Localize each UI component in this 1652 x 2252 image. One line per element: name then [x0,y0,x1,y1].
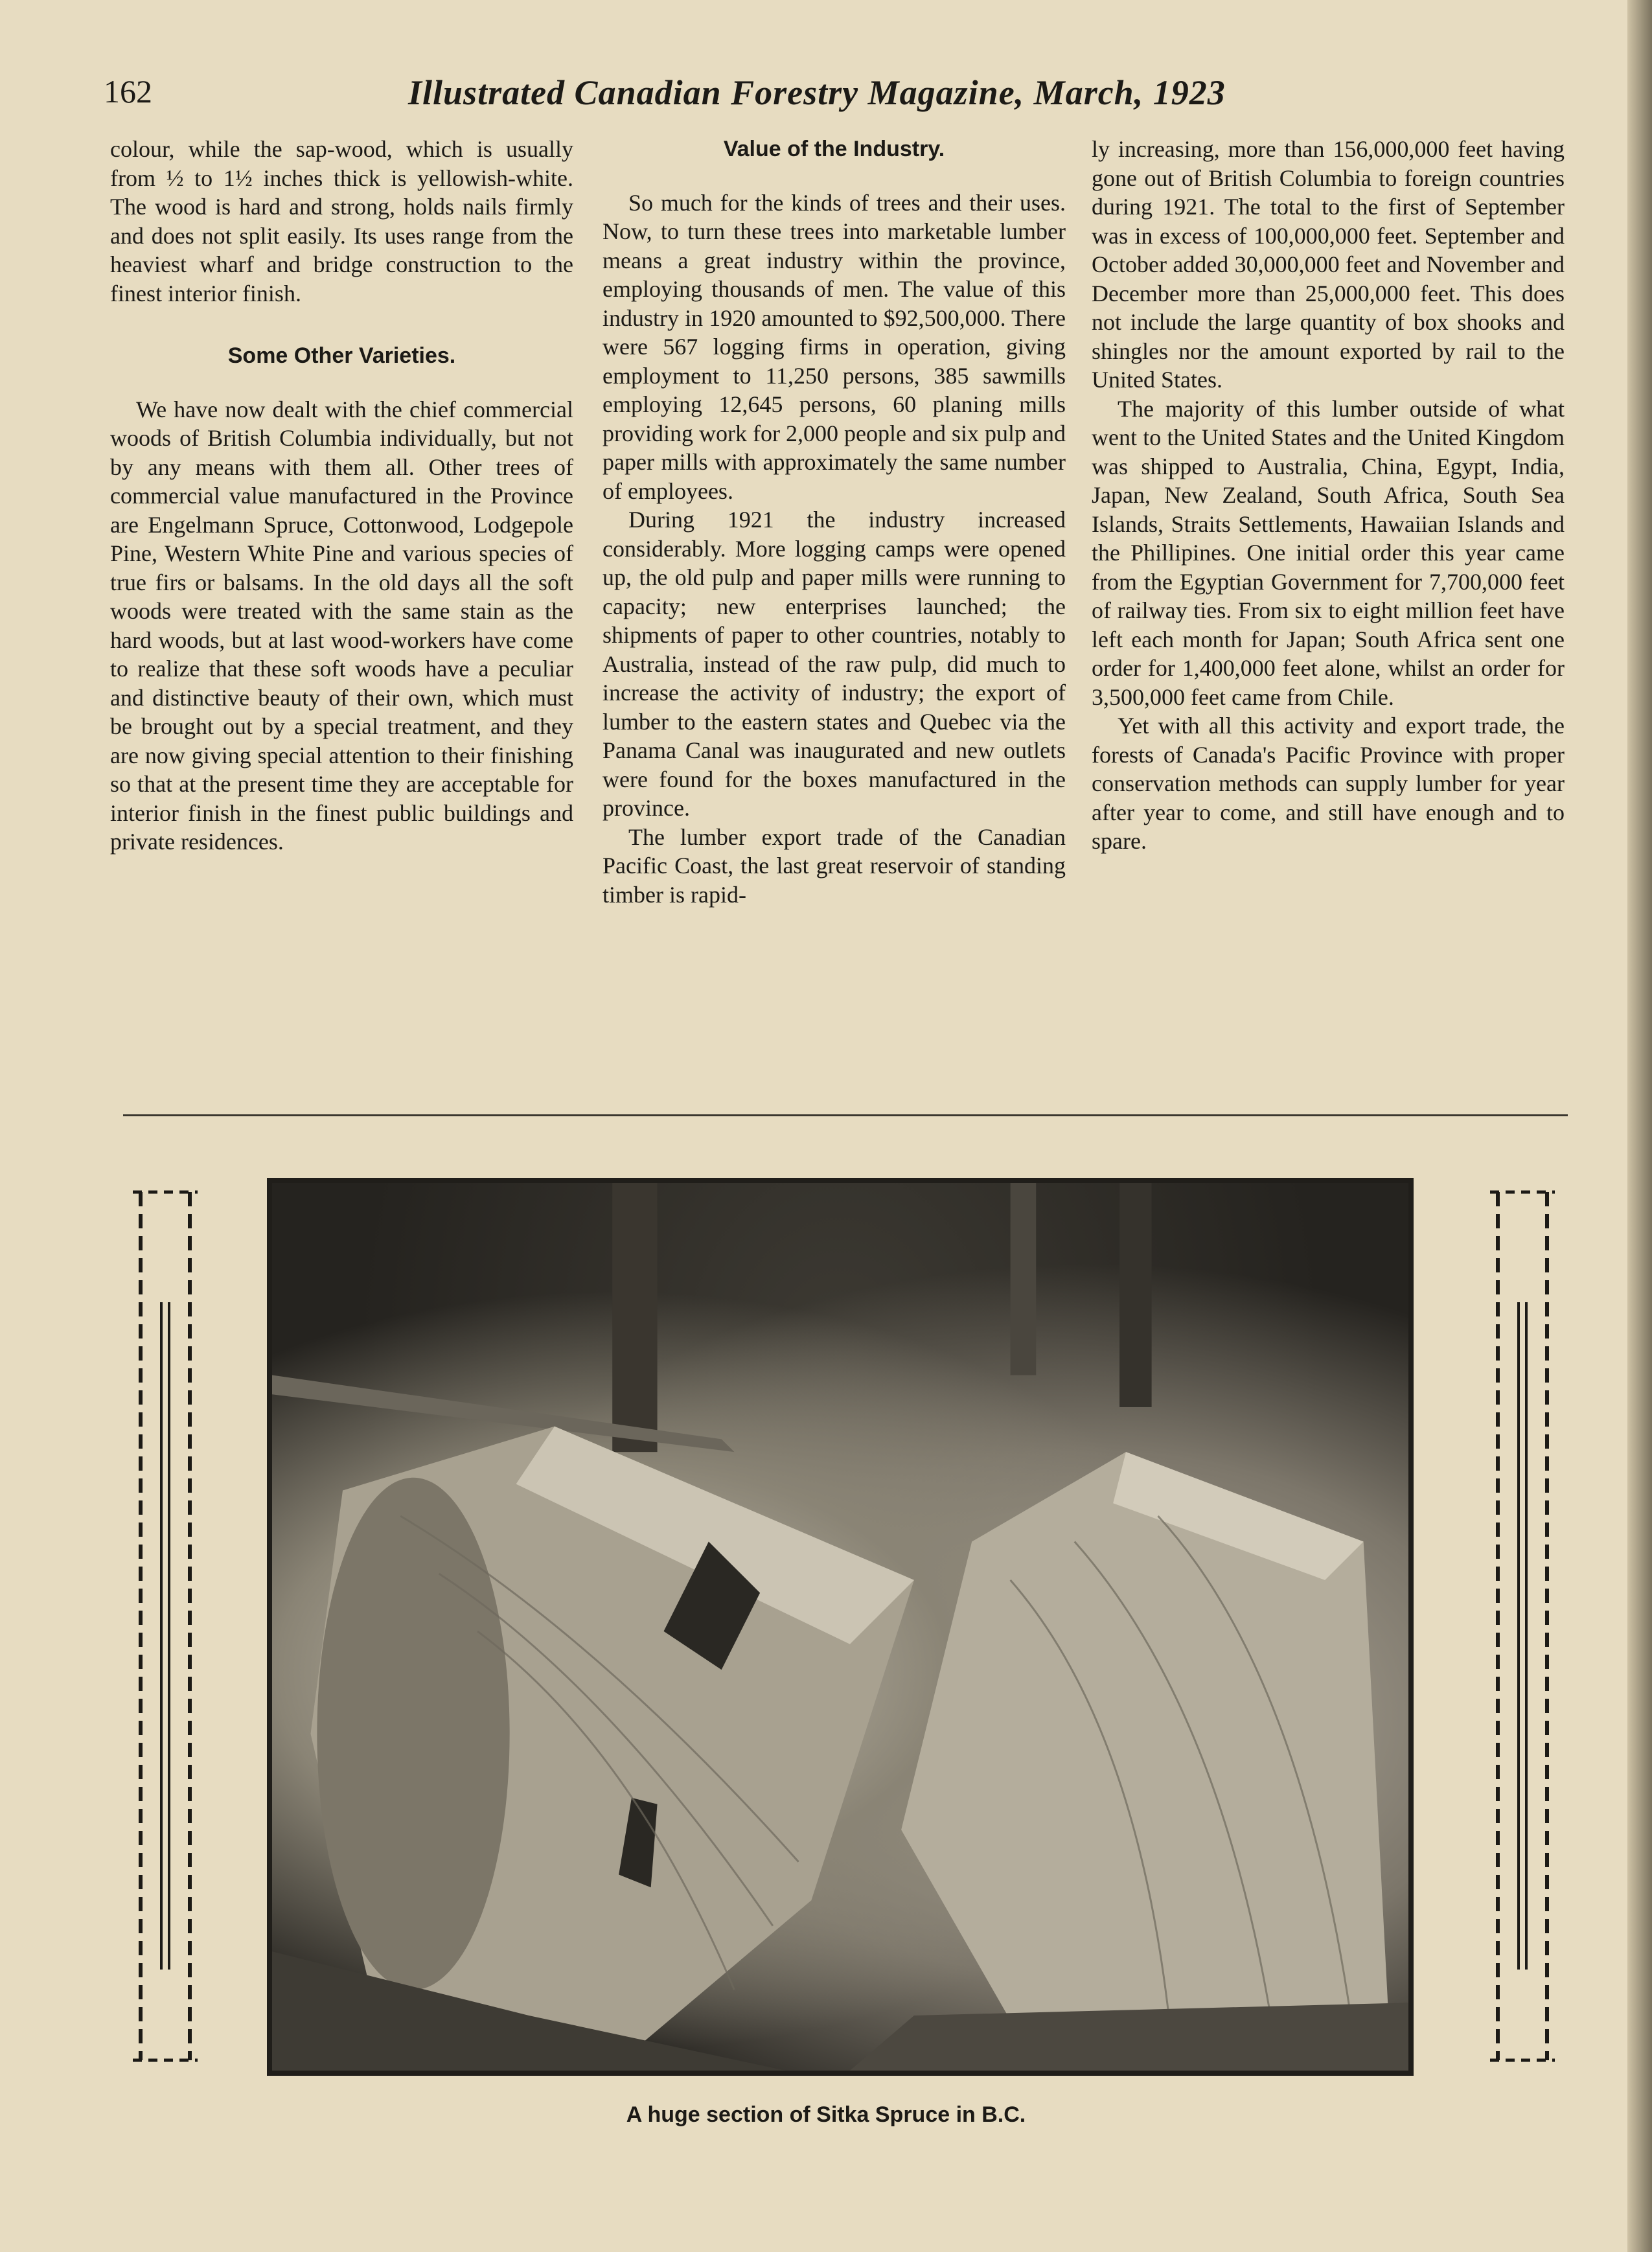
figure-caption: A huge section of Sitka Spruce in B.C. [626,2102,1026,2127]
column-1 [110,135,573,856]
horizontal-rule [123,1114,1568,1116]
column-3 [1092,135,1565,856]
decorative-border-left [126,1179,204,2073]
column-2 [602,135,1066,909]
section-heading: Value of the Industry. [723,137,945,161]
paragraph: colour, while the sap-wood, which is usually from ½ to 1½ inches thick is yellowish-white. The wood is hard and strong, holds nails firmly and does not split easily. Its uses range from the heaviest wharf and bridge construction to the finest interior finish. [110,136,573,306]
paragraph: We have now dealt with the chief commercial woods of British Columbia individually, but not by any means with them all. Other trees of commercial value manufactured in the Province are Engelmann Spruce, Cottonwood, Lodgepole Pine, Western White Pine and various species of true firs or balsams. In the old days all the soft woods were treated with the same stain as the hard woods, but at last wood-workers have come to realize that these soft woods have a peculiar and distinctive beauty of their own, which must be brought out by a special treatment, and they are now giving special attention to their finishing so that at the present time they are acceptable for interior finish in the finest public buildings and private residences. [110,396,573,855]
paragraph: ly increasing, more than 156,000,000 feet having gone out of British Columbia to foreign countries during 1921. The total to the first of September was in excess of 100,000,000 feet. September and October added 30,000,000 feet and November and December more than 25,000,000 feet. This does not include the large quantity of box shooks and shingles nor the amount exported by rail to the United States. [1092,136,1565,393]
running-title: Illustrated Canadian Forestry Magazine, March, 1923 [408,73,1226,112]
paragraph: During 1921 the industry increased considerably. More logging camps were opened up, the old pulp and paper mills were running to capacity; new enterprises launched; the shipments of paper to other countries, notably to Australia, instead of the raw pulp, did much to increase the activity of industry; the export of lumber to the eastern states and Quebec via the Panama Canal was inaugurated and new outlets were found for the boxes manufactured in the province. [602,507,1066,821]
paragraph: Yet with all this activity and export trade, the forests of Canada's Pacific Province with proper conservation methods can supply lumber for year after year to come, and still have enough and to spare. [1092,713,1565,854]
page-edge-shadow [1627,0,1652,2252]
paragraph: The majority of this lumber outside of what went to the United States and the United Kingdom was shipped to Australia, China, Egypt, India, Japan, New Zealand, South Africa, South Sea Islands, Straits Settlements, Hawaiian Islands and the Phillipines. One initial order this year came from the Egyptian Government for 7,700,000 feet of railway ties. From six to eight million feet have left each month for Japan; South Africa sent one order for 1,400,000 feet alone, whilst an order for 3,500,000 feet came from Chile. [1092,395,1565,710]
photograph-sitka-spruce [267,1178,1414,2076]
page-header [104,73,1548,124]
decorative-border-right [1484,1179,1561,2073]
page-number: 162 [104,73,152,109]
section-heading: Some Other Varieties. [227,343,456,368]
paragraph: So much for the kinds of trees and their uses. Now, to turn these trees into marketable lumber means a great industry within the province, employing thousands of men. The value of this industry in 1920 amounted to $92,500,000. There were 567 logging firms in operation, giving employment to 11,250 persons, 385 sawmills employing 12,645 persons, 60 planing mills providing work for 2,000 people and six pulp and paper mills with approximately the same number of employees. [602,189,1066,504]
paragraph: The lumber export trade of the Canadian Pacific Coast, the last great reservoir of standing timber is rapid- [602,823,1066,908]
